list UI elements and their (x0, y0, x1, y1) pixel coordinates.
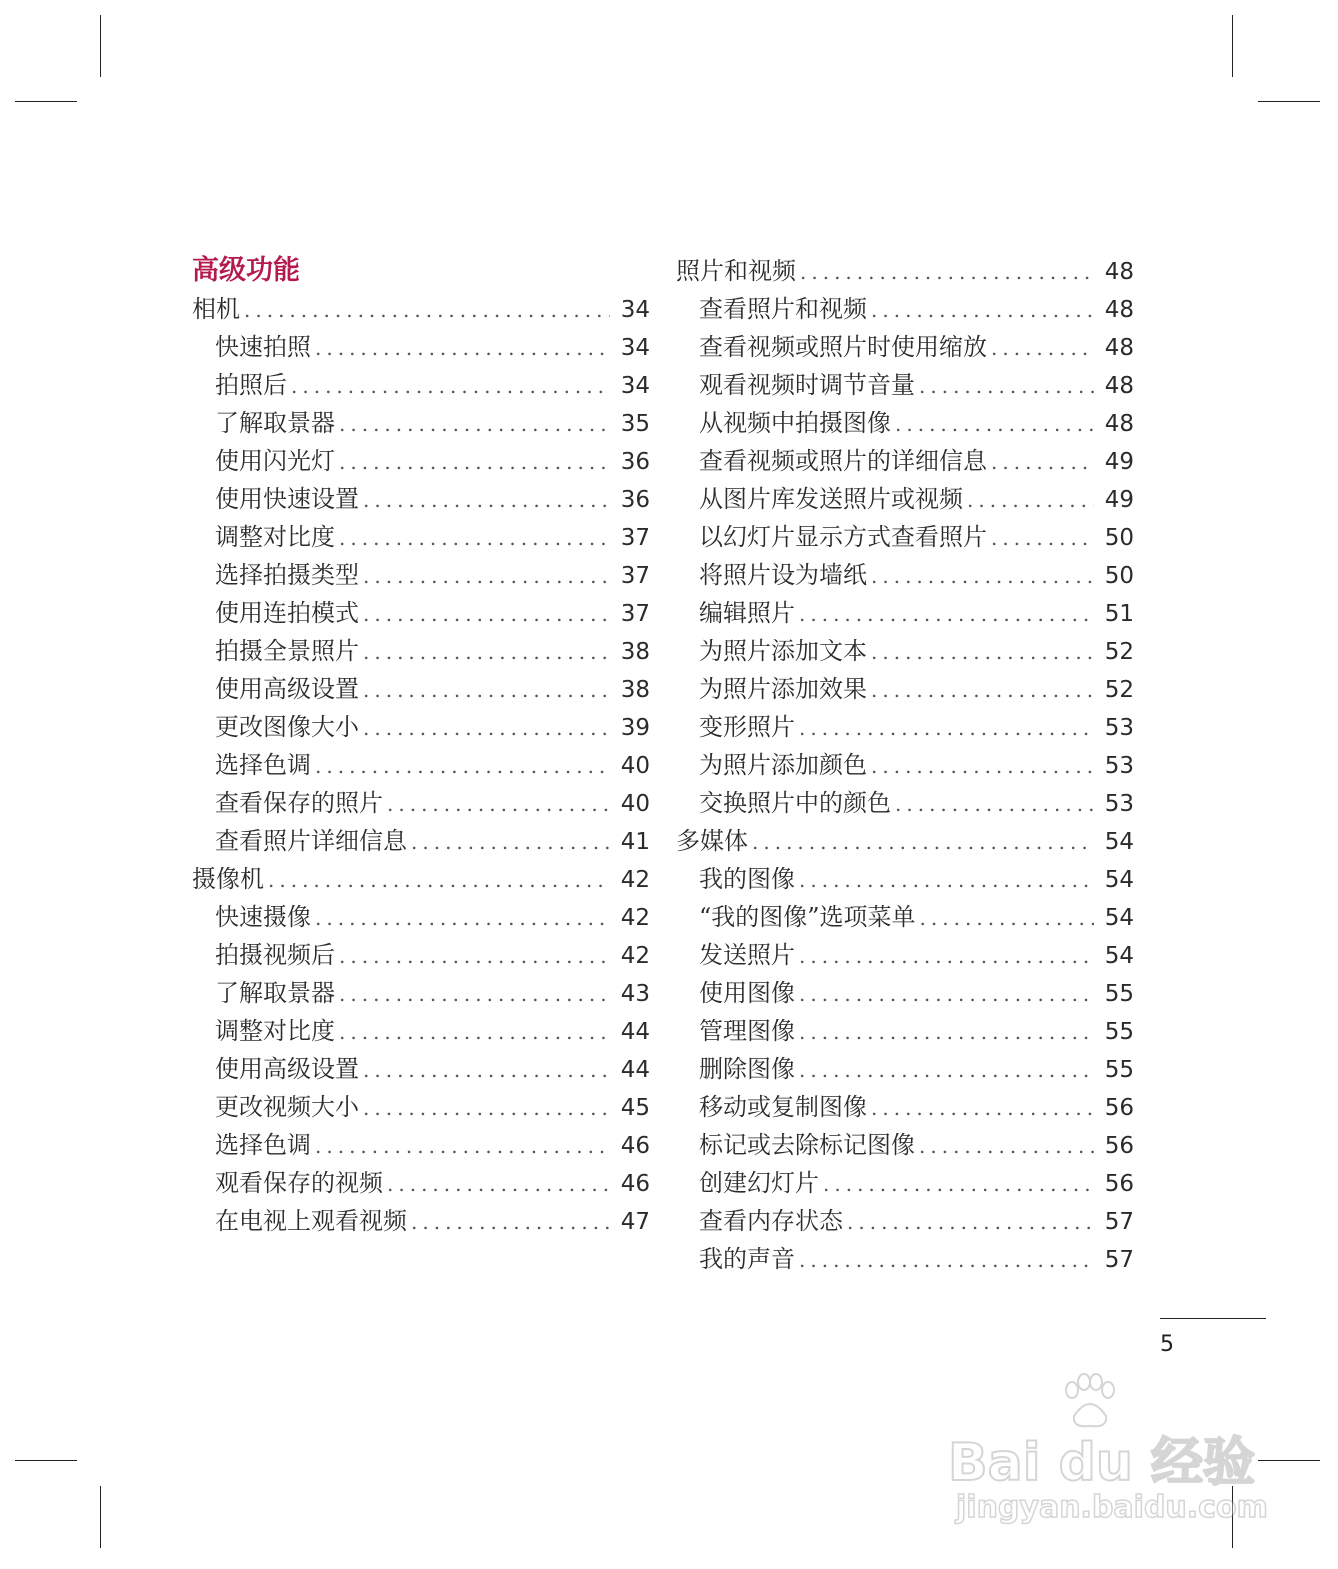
toc-entry[interactable] (676, 252, 1134, 290)
toc-entry-page: 42 (620, 867, 650, 893)
toc-entry[interactable] (192, 404, 650, 442)
toc-entry[interactable] (676, 784, 1134, 822)
toc-entry-title: 管理图像 (699, 1017, 795, 1045)
toc-entry-page: 37 (620, 601, 650, 627)
toc-entry-page: 54 (1104, 829, 1134, 855)
toc-leader-dots (799, 937, 1094, 975)
toc-entry-title: 使用快速设置 (215, 485, 359, 513)
toc-entry[interactable] (676, 746, 1134, 784)
toc-entry-title: 为照片添加颜色 (699, 751, 867, 779)
toc-leader-dots (339, 937, 610, 975)
toc-entry-page: 52 (1104, 677, 1134, 703)
toc-entry-page: 44 (620, 1019, 650, 1045)
toc-leader-dots (991, 329, 1094, 367)
toc-entry-title: 使用闪光灯 (215, 447, 335, 475)
toc-entry-title: 为照片添加文本 (699, 637, 867, 665)
toc-entry-title: “我的图像”选项菜单 (699, 903, 916, 931)
toc-entry-page: 48 (1104, 259, 1134, 285)
toc-entry[interactable] (676, 1012, 1134, 1050)
toc-leader-dots (799, 861, 1094, 899)
toc-entry-page: 34 (620, 373, 650, 399)
toc-leader-dots (752, 823, 1094, 861)
toc-leader-dots (339, 1013, 610, 1051)
toc-leader-dots (847, 1203, 1094, 1241)
toc-leader-dots (800, 253, 1094, 291)
toc-entry[interactable] (192, 1050, 650, 1088)
toc-entry-title: 多媒体 (676, 827, 748, 855)
toc-entry-title: 我的图像 (699, 865, 795, 893)
toc-leader-dots (339, 519, 610, 557)
toc-entry-page: 57 (1104, 1209, 1134, 1235)
toc-entry[interactable] (192, 442, 650, 480)
toc-entry-page: 55 (1104, 1057, 1134, 1083)
toc-entry[interactable] (676, 1050, 1134, 1088)
toc-entry-title: 变形照片 (699, 713, 795, 741)
toc-leader-dots (363, 1089, 610, 1127)
toc-entry-title: 快速拍照 (215, 333, 311, 361)
toc-entry-title: 创建幻灯片 (699, 1169, 819, 1197)
toc-entry[interactable] (676, 670, 1134, 708)
toc-leader-dots (871, 747, 1094, 785)
toc-entry[interactable] (192, 1126, 650, 1164)
section-title: 高级功能 (192, 255, 300, 286)
toc-entry-title: 摄像机 (192, 865, 264, 893)
toc-entry-page: 50 (1104, 525, 1134, 551)
toc-leader-dots (411, 823, 610, 861)
toc-entry[interactable] (192, 594, 650, 632)
baidu-watermark (948, 1372, 1268, 1532)
toc-leader-dots (823, 1165, 1094, 1203)
toc-entry-page: 55 (1104, 981, 1134, 1007)
toc-leader-dots (291, 367, 610, 405)
toc-entry-title: 调整对比度 (215, 523, 335, 551)
toc-leader-dots (244, 291, 610, 329)
toc-entry-title: 删除图像 (699, 1055, 795, 1083)
toc-entry-title: 以幻灯片显示方式查看照片 (699, 523, 987, 551)
toc-entry[interactable] (192, 480, 650, 518)
toc-entry-page: 56 (1104, 1095, 1134, 1121)
toc-entry-title: 标记或去除标记图像 (699, 1131, 915, 1159)
crop-mark-bottom-left-vertical (100, 1486, 101, 1548)
toc-entry[interactable] (676, 366, 1134, 404)
toc-leader-dots (339, 975, 610, 1013)
toc-entry[interactable] (676, 404, 1134, 442)
toc-entry[interactable] (676, 1202, 1134, 1240)
toc-entry-page: 49 (1104, 449, 1134, 475)
toc-entry[interactable] (192, 632, 650, 670)
toc-leader-dots (991, 519, 1094, 557)
toc-entry-title: 观看视频时调节音量 (699, 371, 915, 399)
toc-entry[interactable] (192, 746, 650, 784)
toc-leader-dots (871, 671, 1094, 709)
page-number: 5 (1160, 1332, 1174, 1357)
toc-leader-dots (871, 633, 1094, 671)
toc-entry-page: 54 (1104, 867, 1134, 893)
crop-mark-top-right-vertical (1232, 15, 1233, 77)
toc-left-column (192, 252, 650, 1240)
toc-entry[interactable] (676, 936, 1134, 974)
toc-leader-dots (920, 899, 1094, 937)
toc-entry-page: 53 (1104, 715, 1134, 741)
crop-mark-bottom-left-horizontal (15, 1460, 77, 1461)
toc-entry-title: 选择拍摄类型 (215, 561, 359, 589)
toc-leader-dots (315, 1127, 610, 1165)
toc-entry-page: 38 (620, 677, 650, 703)
toc-entry[interactable] (192, 518, 650, 556)
toc-entry-title: 了解取景器 (215, 979, 335, 1007)
toc-entry-page: 34 (620, 335, 650, 361)
toc-leader-dots (387, 1165, 610, 1203)
toc-entry-page: 41 (620, 829, 650, 855)
toc-entry[interactable] (676, 860, 1134, 898)
toc-entry[interactable] (676, 974, 1134, 1012)
toc-entry-page: 46 (620, 1171, 650, 1197)
toc-entry-title: 更改视频大小 (215, 1093, 359, 1121)
toc-leader-dots (799, 595, 1094, 633)
toc-entry-title: 查看内存状态 (699, 1207, 843, 1235)
toc-leader-dots (363, 709, 610, 747)
toc-leader-dots (895, 785, 1094, 823)
toc-entry-title: 照片和视频 (676, 257, 796, 285)
toc-leader-dots (363, 1051, 610, 1089)
toc-entry[interactable] (192, 1164, 650, 1202)
toc-entry-title: 查看保存的照片 (215, 789, 383, 817)
toc-entry-page: 50 (1104, 563, 1134, 589)
toc-leader-dots (315, 329, 610, 367)
crop-mark-top-right-horizontal (1258, 101, 1320, 102)
toc-entry-page: 51 (1104, 601, 1134, 627)
toc-entry-title: 从图片库发送照片或视频 (699, 485, 963, 513)
toc-leader-dots (871, 557, 1094, 595)
toc-entry[interactable] (192, 1202, 650, 1240)
toc-entry-title: 为照片添加效果 (699, 675, 867, 703)
toc-entry-page: 56 (1104, 1171, 1134, 1197)
toc-entry[interactable] (676, 290, 1134, 328)
toc-entry[interactable] (192, 860, 650, 898)
toc-leader-dots (871, 1089, 1094, 1127)
toc-entry-page: 45 (620, 1095, 650, 1121)
toc-leader-dots (363, 557, 610, 595)
toc-entry-title: 快速摄像 (215, 903, 311, 931)
toc-entry-title: 移动或复制图像 (699, 1093, 867, 1121)
toc-entry[interactable] (192, 328, 650, 366)
toc-entry-page: 34 (620, 297, 650, 323)
toc-leader-dots (799, 1013, 1094, 1051)
toc-leader-dots (919, 1127, 1094, 1165)
toc-left-list (192, 290, 650, 1240)
toc-entry-title: 了解取景器 (215, 409, 335, 437)
toc-entry[interactable] (192, 708, 650, 746)
toc-entry[interactable] (676, 1164, 1134, 1202)
toc-entry-title: 使用连拍模式 (215, 599, 359, 627)
footer-rule (1160, 1318, 1266, 1319)
toc-leader-dots (411, 1203, 610, 1241)
toc-entry-title: 编辑照片 (699, 599, 795, 627)
toc-entry-page: 55 (1104, 1019, 1134, 1045)
toc-entry-page: 47 (620, 1209, 650, 1235)
crop-mark-top-left-horizontal (15, 101, 77, 102)
toc-entry-title: 选择色调 (215, 751, 311, 779)
toc-leader-dots (895, 405, 1094, 443)
toc-entry-page: 56 (1104, 1133, 1134, 1159)
toc-right-column (676, 252, 1134, 1278)
toc-leader-dots (268, 861, 610, 899)
toc-entry[interactable] (676, 898, 1134, 936)
toc-entry[interactable] (676, 518, 1134, 556)
toc-entry[interactable] (192, 822, 650, 860)
toc-entry-page: 48 (1104, 335, 1134, 361)
toc-leader-dots (315, 899, 610, 937)
toc-entry-title: 交换照片中的颜色 (699, 789, 891, 817)
toc-entry[interactable] (676, 1088, 1134, 1126)
toc-entry[interactable] (676, 556, 1134, 594)
toc-leader-dots (967, 481, 1094, 519)
toc-entry-title: 查看照片和视频 (699, 295, 867, 323)
toc-entry-title: 使用高级设置 (215, 1055, 359, 1083)
toc-entry[interactable] (192, 1012, 650, 1050)
toc-entry-page: 38 (620, 639, 650, 665)
toc-entry-title: 观看保存的视频 (215, 1169, 383, 1197)
toc-entry-page: 53 (1104, 753, 1134, 779)
toc-entry-title: 查看视频或照片的详细信息 (699, 447, 987, 475)
toc-leader-dots (799, 709, 1094, 747)
toc-entry-page: 57 (1104, 1247, 1134, 1273)
toc-entry-page: 36 (620, 487, 650, 513)
toc-entry-page: 37 (620, 563, 650, 589)
toc-entry[interactable] (192, 936, 650, 974)
toc-entry[interactable] (192, 1088, 650, 1126)
toc-entry[interactable] (192, 974, 650, 1012)
toc-entry-page: 49 (1104, 487, 1134, 513)
toc-entry-page: 54 (1104, 943, 1134, 969)
toc-entry-page: 40 (620, 753, 650, 779)
toc-entry[interactable] (676, 822, 1134, 860)
toc-leader-dots (363, 671, 610, 709)
toc-leader-dots (315, 747, 610, 785)
toc-entry-title: 我的声音 (699, 1245, 795, 1273)
toc-entry[interactable] (676, 632, 1134, 670)
toc-entry-title: 查看照片详细信息 (215, 827, 407, 855)
toc-entry[interactable] (676, 1126, 1134, 1164)
toc-entry-title: 拍摄全景照片 (215, 637, 359, 665)
watermark-logo-text: Bai du 经验 (948, 1433, 1255, 1493)
toc-entry[interactable] (192, 290, 650, 328)
toc-entry-page: 43 (620, 981, 650, 1007)
watermark-url: jingyan.baidu.com (956, 1490, 1268, 1525)
toc-leader-dots (799, 1241, 1094, 1279)
toc-entry[interactable] (676, 708, 1134, 746)
toc-entry-page: 46 (620, 1133, 650, 1159)
toc-entry-title: 选择色调 (215, 1131, 311, 1159)
toc-entry-page: 42 (620, 943, 650, 969)
toc-leader-dots (799, 975, 1094, 1013)
toc-entry-page: 42 (620, 905, 650, 931)
toc-entry-page: 54 (1104, 905, 1134, 931)
toc-entry-title: 调整对比度 (215, 1017, 335, 1045)
toc-entry-page: 48 (1104, 373, 1134, 399)
toc-entry-title: 拍照后 (215, 371, 287, 399)
toc-leader-dots (363, 481, 610, 519)
crop-mark-top-left-vertical (100, 15, 101, 77)
toc-entry[interactable] (192, 366, 650, 404)
toc-leader-dots (339, 443, 610, 481)
toc-entry-title: 在电视上观看视频 (215, 1207, 407, 1235)
toc-entry[interactable] (676, 480, 1134, 518)
toc-entry[interactable] (192, 784, 650, 822)
toc-entry-page: 52 (1104, 639, 1134, 665)
toc-leader-dots (363, 595, 610, 633)
toc-entry[interactable] (192, 556, 650, 594)
toc-entry[interactable] (192, 898, 650, 936)
toc-entry-title: 将照片设为墙纸 (699, 561, 867, 589)
toc-entry-title: 使用图像 (699, 979, 795, 1007)
toc-entry-page: 35 (620, 411, 650, 437)
toc-entry-page: 40 (620, 791, 650, 817)
toc-leader-dots (991, 443, 1094, 481)
toc-entry-title: 使用高级设置 (215, 675, 359, 703)
toc-entry-title: 查看视频或照片时使用缩放 (699, 333, 987, 361)
toc-entry-page: 48 (1104, 411, 1134, 437)
toc-leader-dots (919, 367, 1094, 405)
toc-entry-page: 53 (1104, 791, 1134, 817)
toc-entry[interactable] (192, 670, 650, 708)
toc-entry-title: 发送照片 (699, 941, 795, 969)
toc-entry-title: 从视频中拍摄图像 (699, 409, 891, 437)
toc-leader-dots (387, 785, 610, 823)
toc-entry-page: 44 (620, 1057, 650, 1083)
toc-entry-title: 相机 (192, 295, 240, 323)
toc-leader-dots (339, 405, 610, 443)
toc-entry[interactable] (676, 1240, 1134, 1278)
toc-entry-page: 39 (620, 715, 650, 741)
toc-entry[interactable] (676, 594, 1134, 632)
toc-leader-dots (871, 291, 1094, 329)
toc-entry-title: 更改图像大小 (215, 713, 359, 741)
toc-entry-page: 48 (1104, 297, 1134, 323)
toc-entry-page: 36 (620, 449, 650, 475)
toc-entry[interactable] (676, 328, 1134, 366)
toc-entry-page: 37 (620, 525, 650, 551)
toc-leader-dots (363, 633, 610, 671)
toc-entry[interactable] (676, 442, 1134, 480)
toc-leader-dots (799, 1051, 1094, 1089)
toc-entry-title: 拍摄视频后 (215, 941, 335, 969)
toc-right-list (676, 252, 1134, 1278)
